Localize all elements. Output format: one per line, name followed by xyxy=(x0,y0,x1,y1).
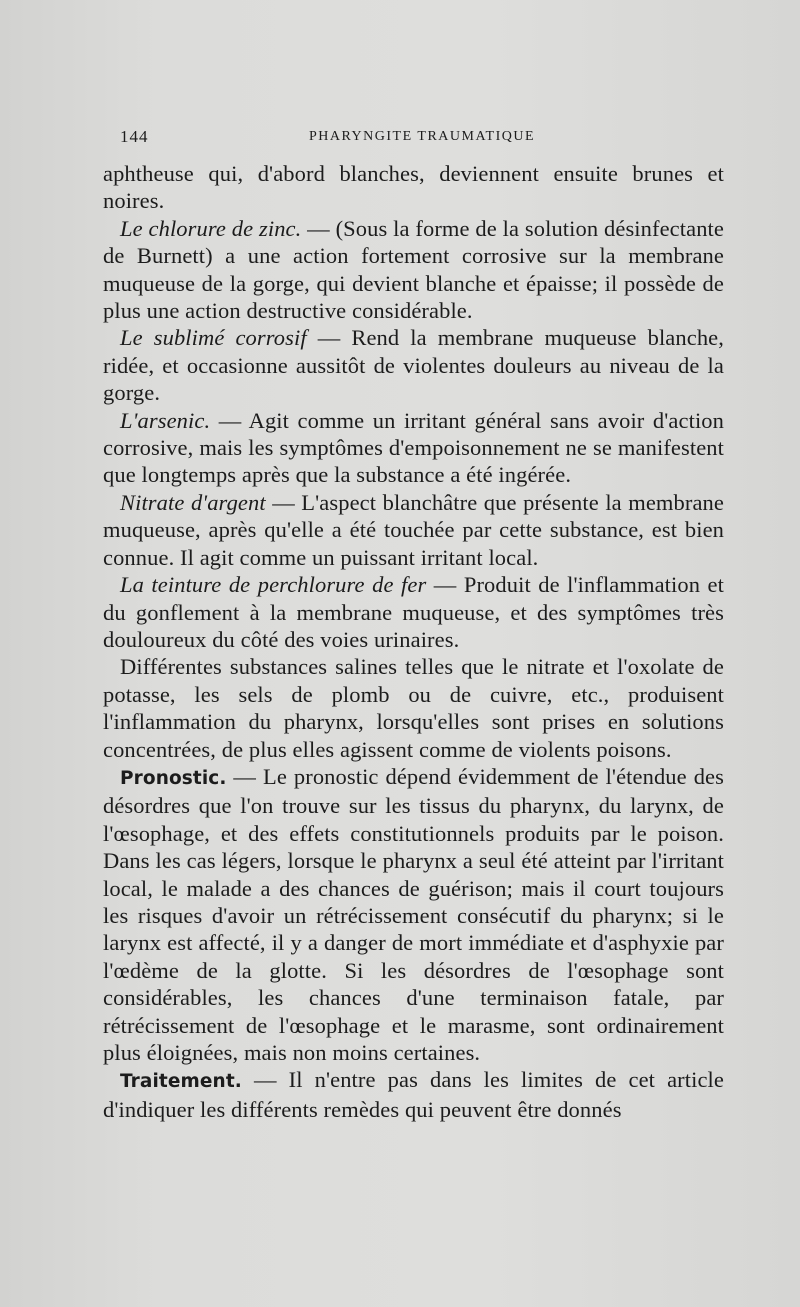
paragraph xyxy=(103,763,724,1066)
paragraph xyxy=(103,407,724,489)
section-heading: Pronostic. xyxy=(120,767,227,789)
paragraph xyxy=(103,1066,724,1123)
paragraph xyxy=(103,571,724,653)
paragraph xyxy=(103,215,724,325)
section-heading: Traitement. xyxy=(120,1071,242,1093)
running-head: PHARYNGITE TRAUMATIQUE xyxy=(308,129,536,144)
page-header xyxy=(120,127,724,149)
paragraph-text: — Produit de l'inflammation et du gonflement à la membrane muqueuse, et des symptômes très douloureux du côté des voies urinaires. xyxy=(103,572,724,652)
paragraph-text: aphtheuse qui, d'abord blanches, deviennent ensuite brunes et noires. xyxy=(103,161,724,214)
paragraph xyxy=(103,653,724,763)
paragraph-text: — L'aspect blanchâtre que présente la membrane muqueuse, après qu'elle a été touchée par cette substance, est bien connue. Il agit comme un puissant irritant local. xyxy=(103,489,724,570)
paragraph xyxy=(103,489,724,571)
paragraph xyxy=(103,160,724,215)
paragraph-text: — Il n'entre pas dans les limites de cet article d'indiquer les différents remèdes qui peuvent être donnés xyxy=(103,1067,724,1122)
paragraph-text: — Rend la membrane muqueuse blanche, ridée, et occasionne aussitôt de violentes douleurs au niveau de la gorge. xyxy=(103,325,724,406)
paragraph-lead: Le chlorure de zinc. xyxy=(120,215,302,241)
paragraph-lead: L'arsenic. xyxy=(120,407,211,433)
page-number: 144 xyxy=(120,127,149,146)
paragraph-text: — (Sous la forme de la solution désinfectante de Burnett) a une action fortement corrosive sur la membrane muqueuse de la gorge, qui devient blanche et épaisse; il possède de plus une action destructive considérable. xyxy=(103,215,724,324)
paragraph-text: — Agit comme un irritant général sans avoir d'action corrosive, mais les symptômes d'empoisonnement ne se manifestent que longtemps après que la substance a été ingérée. xyxy=(103,407,724,488)
paragraph-lead: La teinture de perchlorure de fer xyxy=(120,572,427,598)
paragraph-lead: Le sublimé corrosif xyxy=(120,325,307,351)
paragraph-text: Différentes substances salines telles que le nitrate et l'oxolate de potasse, les sels de plomb ou de cuivre, etc., produisent l'inflammation du pharynx, lorsqu'elles sont prises en solutions concentrées, de plus elles agissent comme de violents poisons. xyxy=(103,654,724,762)
body-text xyxy=(103,160,724,1123)
paragraph-lead: Nitrate d'argent xyxy=(120,489,266,515)
paragraph xyxy=(103,324,724,406)
paragraph-text: — Le pronostic dépend évidemment de l'étendue des désordres que l'on trouve sur les tissus du pharynx, du larynx, de l'œsophage, et des effets constitutionnels produits par le poison. Dans les cas légers, lorsque le pharynx a seul été atteint par l'irritant local, le malade a des chances de guérison; mais il court toujours les risques d'avoir un rétrécissement consécutif du pharynx; si le larynx est affecté, il y a danger de mort immédiate et d'asphyxie par l'œdème de la glotte. Si les désordres de l'œsophage sont considérables, les chances d'une terminaison fatale, par rétrécissement de l'œsophage et le marasme, sont ordinairement plus éloignées, mais non moins certaines. xyxy=(103,763,724,1065)
